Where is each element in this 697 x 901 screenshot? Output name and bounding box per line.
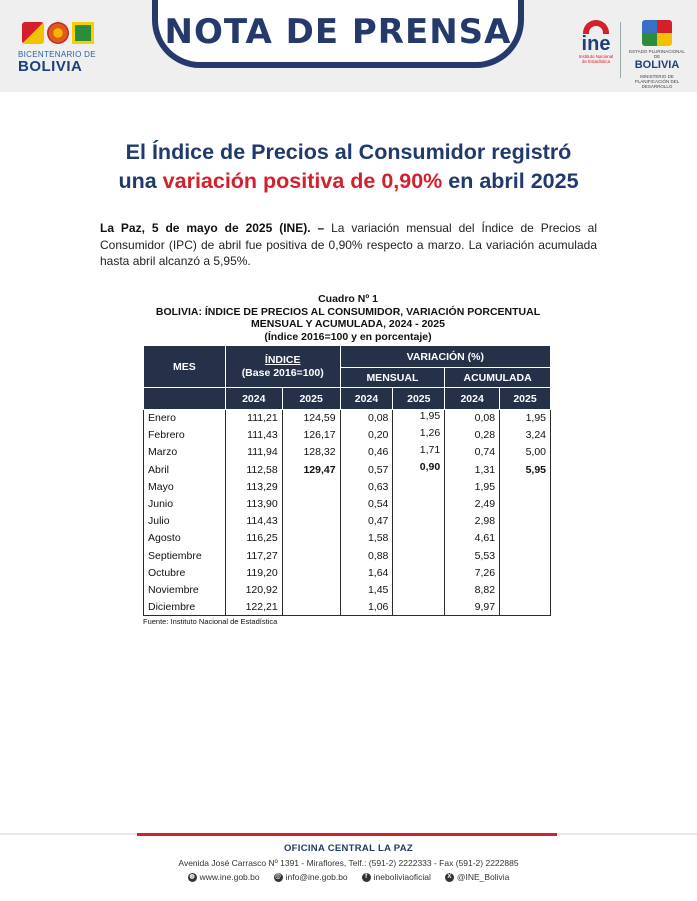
cell-acumulada-2025: 5,95 [500,461,551,478]
cell-indice-2024: 111,94 [225,444,282,461]
cell-acumulada-2025 [500,564,551,581]
bicentenario-logo [18,22,118,74]
header-mes: MES [144,346,226,388]
government-logo-top: ESTADO PLURINACIONAL DE [629,49,685,59]
cell-indice-2025 [282,478,340,495]
footer-email-text: info@ine.gob.bo [285,872,348,882]
cell-indice-2024: 122,21 [225,599,282,616]
table-row [144,564,551,581]
page-header [0,0,697,92]
table-row [144,410,551,427]
cell-mensual-2024: 1,06 [340,599,393,616]
cell-acumulada-2025 [500,513,551,530]
cell-acumulada-2025 [500,547,551,564]
cell-indice-2025 [282,530,340,547]
government-logo-bottom: MINISTERIO DE PLANIFICACIÓN DEL DESARROLLO [634,74,680,89]
cell-indice-2025 [282,495,340,512]
cell-mensual-2024: 0,08 [340,410,393,427]
cell-acumulada-2024: 2,98 [445,513,500,530]
cell-mensual-2024: 0,20 [340,427,393,444]
cell-indice-2024: 116,25 [225,530,282,547]
cell-acumulada-2025 [500,530,551,547]
cell-mensual-2024: 1,64 [340,564,393,581]
header-year: 2025 [393,388,445,410]
bicentenario-logo-sub: BICENTENARIO DE [18,50,96,59]
cell-indice-2025 [282,581,340,598]
cell-mensual-2024: 0,47 [340,513,393,530]
cell-mes: Noviembre [144,581,226,598]
cell-acumulada-2024: 9,97 [445,599,500,616]
cell-mensual-2024: 1,45 [340,581,393,598]
table-row [144,530,551,547]
cell-indice-2024: 117,27 [225,547,282,564]
cell-acumulada-2025: 3,24 [500,427,551,444]
footer-office: OFICINA CENTRAL LA PAZ [283,843,414,854]
banner-tab [152,0,524,68]
cell-indice-2025: 124,59 [282,410,340,427]
headline-line-2-post: en abril 2025 [442,169,579,193]
government-emblem-icon [642,20,672,46]
cell-mes: Junio [144,495,226,512]
cell-acumulada-2024: 0,74 [445,444,500,461]
banner-title: NOTA DE PRENSA [164,12,512,52]
cell-acumulada-2024: 0,08 [445,410,500,427]
cell-mensual-2025 [393,564,445,581]
lead-body: La variación mensual del Índice de Precios al Consumidor (IPC) de abril fue positiva de 0,90% respecto a marzo. La variación acumulada hasta abril alcanzó a 5,95%. [100,221,597,268]
table-row [144,461,551,478]
footer-facebook-link[interactable] [362,872,431,882]
cell-mensual-2024: 0,63 [340,478,393,495]
headline-line-1: El Índice de Precios al Consumidor registró [125,140,572,164]
cell-indice-2025: 128,32 [282,444,340,461]
table-row [144,444,551,461]
facebook-icon: f [362,873,371,882]
header-indice-line-1: ÍNDICE [264,353,301,366]
cell-indice-2024: 113,90 [225,495,282,512]
ine-logo [578,20,614,80]
cell-mensual-2024: 0,88 [340,547,393,564]
cell-indice-2025: 129,47 [282,461,340,478]
cell-indice-2025 [282,599,340,616]
cell-mensual-2025 [393,547,445,564]
x-icon: X [445,873,454,882]
cell-mes: Agosto [144,530,226,547]
headline [40,138,657,196]
cell-mes: Julio [144,513,226,530]
cell-mes: Enero [144,410,226,427]
footer-email-link[interactable] [274,872,348,882]
footer-x-text: @INE_Bolivia [456,872,510,882]
headline-highlight: variación positiva de 0,90% [162,169,443,193]
ine-logo-sub-2: de Estadística [581,59,611,64]
ine-logo-word: ine [581,33,611,55]
cell-acumulada-2025 [500,581,551,598]
footer-web-text: www.ine.gob.bo [199,872,260,882]
cell-mensual-2024: 0,54 [340,495,393,512]
cell-acumulada-2025: 5,00 [500,444,551,461]
ine-arc-icon [583,20,609,34]
table-row [144,581,551,598]
government-logo [626,20,688,89]
header-acumulada: ACUMULADA [445,368,551,388]
cell-acumulada-2024: 1,95 [445,478,500,495]
footer-facebook-text: ineboliviaoficial [373,872,431,882]
cell-mensual-2025 [393,513,445,530]
header-year: 2024 [445,388,500,410]
cell-indice-2024: 120,92 [225,581,282,598]
table-title-3: (Índice 2016=100 y en porcentaje) [264,330,432,343]
cell-mes: Septiembre [144,547,226,564]
header-indice [225,346,340,388]
table-number: Cuadro Nº 1 [318,293,378,305]
cell-indice-2024: 112,58 [225,461,282,478]
cell-indice-2025 [282,547,340,564]
cell-acumulada-2024: 7,26 [445,564,500,581]
header-indice-line-2: (Base 2016=100) [241,366,324,379]
headline-line-2 [40,167,657,196]
table-row [144,495,551,512]
cell-mensual-2025 [393,581,445,598]
cell-mes: Octubre [144,564,226,581]
footer-web-link[interactable] [188,872,260,882]
bicentenario-logo-main: BOLIVIA [18,58,83,75]
header-year: 2025 [282,388,340,410]
cell-mes: Febrero [144,427,226,444]
cell-acumulada-2025 [500,478,551,495]
header-year: 2024 [340,388,393,410]
dateline: La Paz, 5 de mayo de 2025 (INE). – [100,221,325,235]
footer-links [0,872,697,882]
bicentenario-emblem-icon [22,22,118,44]
cell-mes: Diciembre [144,599,226,616]
cell-mensual-2025 [393,530,445,547]
table-row [144,427,551,444]
table-row [144,547,551,564]
cell-acumulada-2024: 5,53 [445,547,500,564]
table-title-2: MENSUAL Y ACUMULADA, 2024 - 2025 [251,318,445,330]
cell-indice-2024: 114,43 [225,513,282,530]
cell-acumulada-2025 [500,495,551,512]
header-mes-spacer [144,388,226,410]
cell-mensual-2024: 1,58 [340,530,393,547]
cell-acumulada-2025 [500,599,551,616]
table-title-1: BOLIVIA: ÍNDICE DE PRECIOS AL CONSUMIDOR, VARIACIÓN PORCENTUAL [155,305,541,318]
cell-indice-2024: 111,21 [225,410,282,427]
cell-acumulada-2024: 2,49 [445,495,500,512]
cell-acumulada-2024: 8,82 [445,581,500,598]
cell-mensual-2024: 0,46 [340,444,393,461]
table-caption [143,293,553,343]
cell-indice-2024: 111,43 [225,427,282,444]
cell-indice-2025 [282,513,340,530]
lead-paragraph [100,220,597,270]
cell-mes: Marzo [144,444,226,461]
headline-line-2-pre: una [118,169,163,193]
cell-mensual-2025: 1,26 [393,427,445,444]
mail-icon: @ [275,873,282,880]
cell-mes: Abril [144,461,226,478]
ipc-table [143,345,551,616]
logo-divider [620,22,621,78]
table-row [144,599,551,616]
header-mensual: MENSUAL [340,368,445,388]
table-row [144,513,551,530]
header-year: 2024 [225,388,282,410]
table-source: Fuente: Instituto Nacional de Estadística [143,617,278,626]
cell-acumulada-2024: 4,61 [445,530,500,547]
government-logo-word: BOLIVIA [634,59,680,71]
cell-indice-2024: 113,29 [225,478,282,495]
table-row [144,478,551,495]
institution-logos [578,20,688,89]
footer-x-link[interactable] [445,872,510,882]
cell-mensual-2024: 0,57 [340,461,393,478]
cell-indice-2025: 126,17 [282,427,340,444]
footer-address: Avenida José Carrasco Nº 1391 - Miraflores, Telf.: (591-2) 2222333 - Fax (591-2) 2222885 [178,858,519,868]
cell-mensual-2025 [393,478,445,495]
cell-acumulada-2024: 1,31 [445,461,500,478]
header-year: 2025 [500,388,551,410]
footer-accent [137,833,557,836]
cell-indice-2025 [282,564,340,581]
cell-mensual-2025 [393,495,445,512]
globe-icon: ◍ [189,873,195,880]
cell-acumulada-2024: 0,28 [445,427,500,444]
cell-indice-2024: 119,20 [225,564,282,581]
cell-mensual-2025 [393,599,445,616]
header-variacion: VARIACIÓN (%) [340,346,550,368]
cell-mensual-2025: 1,95 [393,410,445,427]
cell-mensual-2025: 1,71 [393,444,445,461]
ine-logo-sub-1: Instituto Nacional [578,54,614,59]
cell-mensual-2025: 0,90 [393,461,445,478]
cell-acumulada-2025: 1,95 [500,410,551,427]
cell-mes: Mayo [144,478,226,495]
